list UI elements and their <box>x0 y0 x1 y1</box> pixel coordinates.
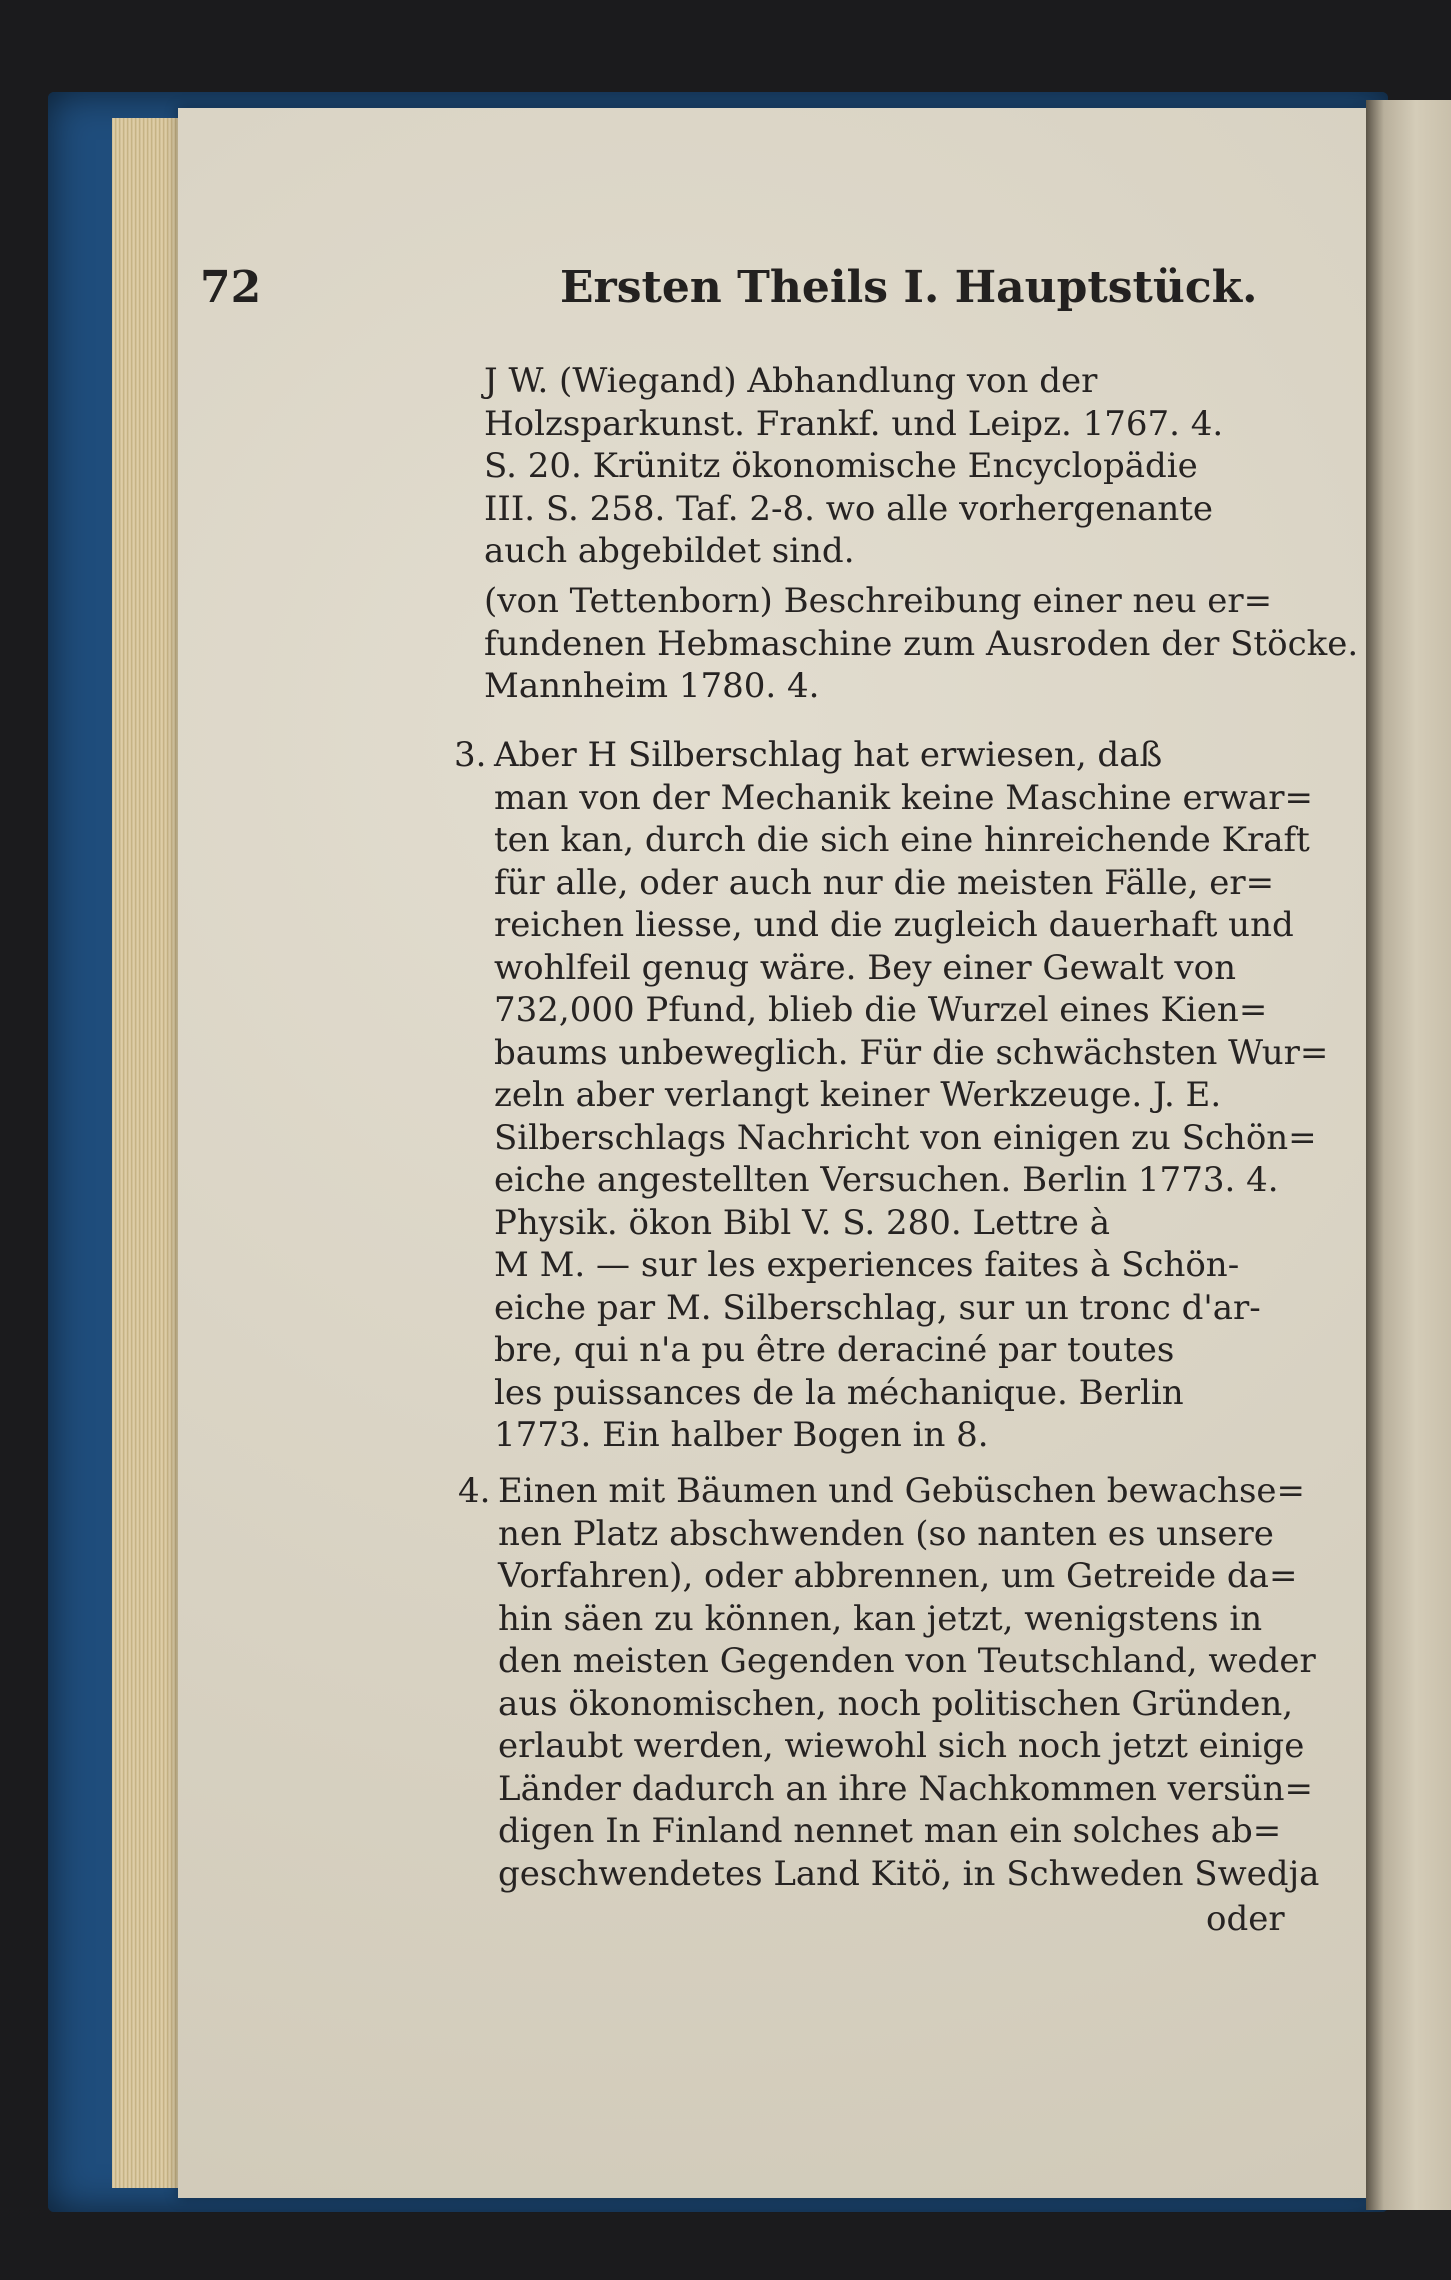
text-line: Silberschlags Nachricht von einigen zu Schön= <box>494 1117 1317 1158</box>
text-line: nen Platz abschwenden (so nanten es unsere <box>498 1513 1274 1554</box>
text-line: hin säen zu können, kan jetzt, wenigstens in <box>498 1598 1263 1639</box>
page-number: 72 <box>200 262 262 313</box>
text-line: III. S. 258. Taf. 2-8. wo alle vorhergenante <box>484 488 1214 529</box>
text-line: eiche par M. Silberschlag, sur un tronc d'ar- <box>494 1287 1261 1328</box>
text-block-4 <box>458 1470 1320 1895</box>
text-line: eiche angestellten Versuchen. Berlin 1773. 4. <box>494 1160 1279 1200</box>
text-line: bre, qui n'a pu être deraciné par toutes <box>494 1330 1175 1370</box>
text-line: wohlfeil genug wäre. Bey einer Gewalt von <box>494 947 1236 988</box>
text-line: M M. — sur les experiences faites à Schön- <box>494 1245 1240 1285</box>
text-line: Holzsparkunst. Frankf. und Leipz. 1767. 4. <box>484 403 1224 444</box>
text-line: für alle, oder auch nur die meisten Fälle, er= <box>494 862 1275 903</box>
text-line: geschwendetes Land Kitö, in Schweden Swedja <box>498 1853 1320 1894</box>
text-block-1 <box>484 360 1223 573</box>
text-line: Einen mit Bäumen und Gebüschen bewachse= <box>498 1471 1306 1511</box>
paragraph-number: 4. <box>458 1471 491 1511</box>
text-line: Vorfahren), oder abbrennen, um Getreide da= <box>498 1556 1298 1596</box>
text-line: ten kan, durch die sich eine hinreichende Kraft <box>494 820 1310 860</box>
text-line: den meisten Gegenden von Teutschland, weder <box>498 1641 1316 1681</box>
text-line: aus ökonomischen, noch politischen Gründen, <box>498 1683 1294 1724</box>
text-line: 732,000 Pfund, blieb die Wurzel eines Kien= <box>494 990 1268 1030</box>
running-head: Ersten Theils I. Hauptstück. <box>560 262 1258 313</box>
text-line: Länder dadurch an ihre Nachkommen versün= <box>498 1768 1313 1809</box>
text-line: 1773. Ein halber Bogen in 8. <box>494 1415 989 1455</box>
text-line: Mannheim 1780. 4. <box>484 666 820 706</box>
text-line: erlaubt werden, wiewohl sich noch jetzt einige <box>498 1726 1305 1766</box>
text-line: Physik. ökon Bibl V. S. 280. Lettre à <box>494 1202 1110 1243</box>
text-line: Aber H Silberschlag hat erwiesen, daß <box>494 735 1163 775</box>
text-line: baums unbeweglich. Für die schwächsten Wur= <box>494 1032 1329 1073</box>
text-line: auch abgebildet sind. <box>484 531 855 571</box>
text-line: zeln aber verlangt keiner Werkzeuge. J. E. <box>494 1075 1222 1115</box>
text-block-2 <box>484 580 1358 708</box>
text-line: digen In Finland nennet man ein solches ab= <box>498 1811 1282 1851</box>
text-line: J W. (Wiegand) Abhandlung von der <box>484 361 1098 401</box>
text-line: man von der Mechanik keine Maschine erwar= <box>494 777 1313 818</box>
text-line: les puissances de la méchanique. Berlin <box>494 1372 1184 1413</box>
paragraph-number: 3. <box>454 735 487 775</box>
facing-page-edge <box>1366 100 1451 2210</box>
text-line: (von Tettenborn) Beschreibung einer neu er= <box>484 581 1273 621</box>
text-line: fundenen Hebmaschine zum Ausroden der Stöcke. <box>484 623 1359 664</box>
catchword: oder <box>1206 1899 1285 1939</box>
text-line: reichen liesse, und die zugleich dauerhaft und <box>494 905 1294 945</box>
text-block-3 <box>454 734 1329 1457</box>
page-header <box>200 262 1280 322</box>
text-line: S. 20. Krünitz ökonomische Encyclopädie <box>484 446 1198 486</box>
